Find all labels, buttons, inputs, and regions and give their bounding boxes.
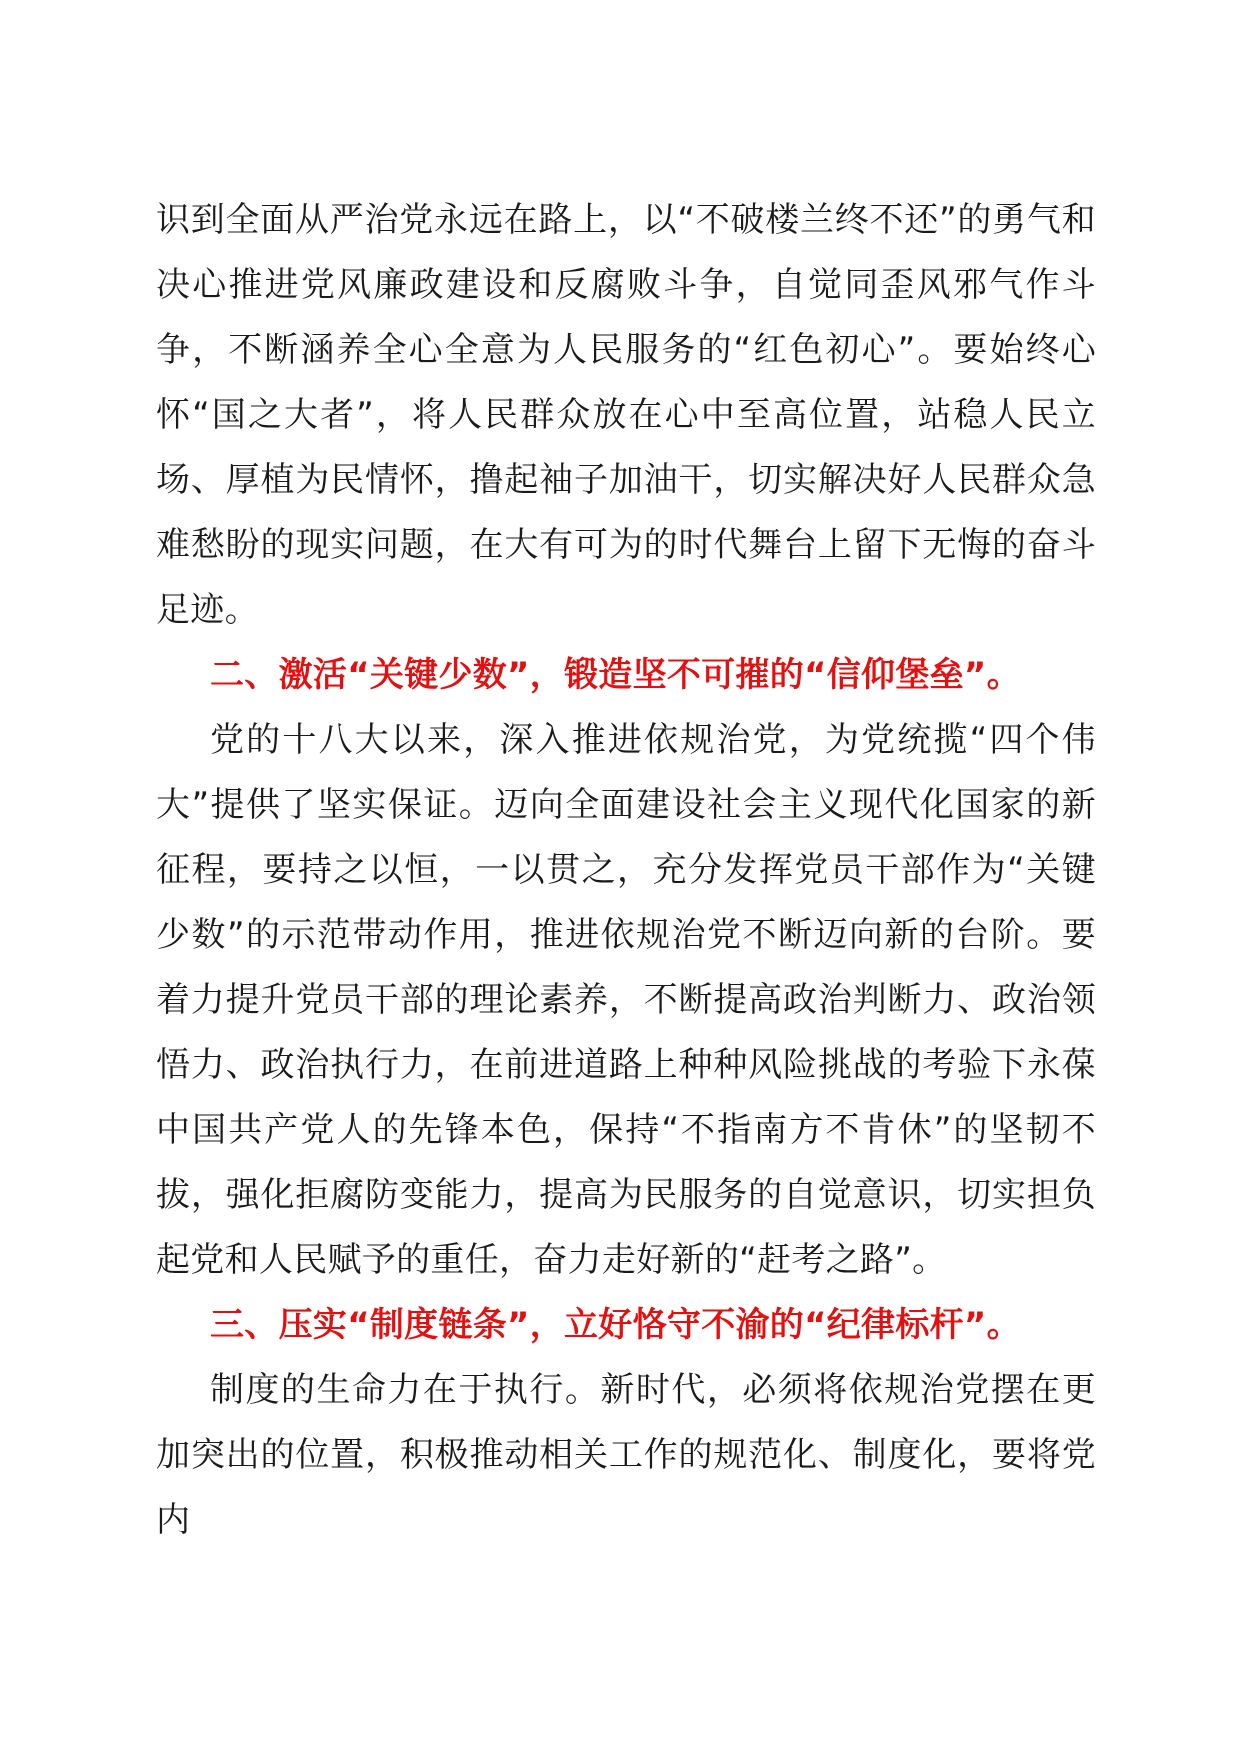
body-paragraph-section-three: 制度的生命力在于执行。新时代，必须将依规治党摆在更加突出的位置，积极推动相关工作的规范化、制度化，要将党内: [156, 1370, 1096, 1540]
body-paragraph-section-two: 党的十八大以来，深入推进依规治党，为党统揽“四个伟大”提供了坚实保证。迈向全面建设社会主义现代化国家的新征程，要持之以恒，一以贯之，充分发挥党员干部作为“关键少数”的示范带动作用，推进依规治党不断迈向新的台阶。要着力提升党员干部的理论素养，不断提高政治判断力、政治领悟力、政治执行力，在前进道路上种种风险挑战的考验下永葆中国共产党人的先锋本色，保持“不指南方不肯休”的坚韧不拔，强化拒腐防变能力，提高为民服务的自觉意识，切实担负起党和人民赋予的重任，奋力走好新的“赶考之路”。: [156, 720, 1096, 1280]
body-paragraph-continuation: 识到全面从严治党永远在路上，以“不破楼兰终不还”的勇气和决心推进党风廉政建设和反腐败斗争，自觉同歪风邪气作斗争，不断涵养全心全意为人民服务的“红色初心”。要始终心怀“国之大者”，将人民群众放在心中至高位置，站稳人民立场、厚植为民情怀，撸起袖子加油干，切实解决好人民群众急难愁盼的现实问题，在大有可为的时代舞台上留下无悔的奋斗足迹。: [156, 200, 1096, 630]
section-heading-two: 二、激活“关键少数”，锻造坚不可摧的“信仰堡垒”。: [210, 655, 1021, 695]
document-page: [156, 188, 1096, 1553]
section-heading-three: 三、压实“制度链条”，立好恪守不渝的“纪律标杆”。: [210, 1305, 1021, 1345]
